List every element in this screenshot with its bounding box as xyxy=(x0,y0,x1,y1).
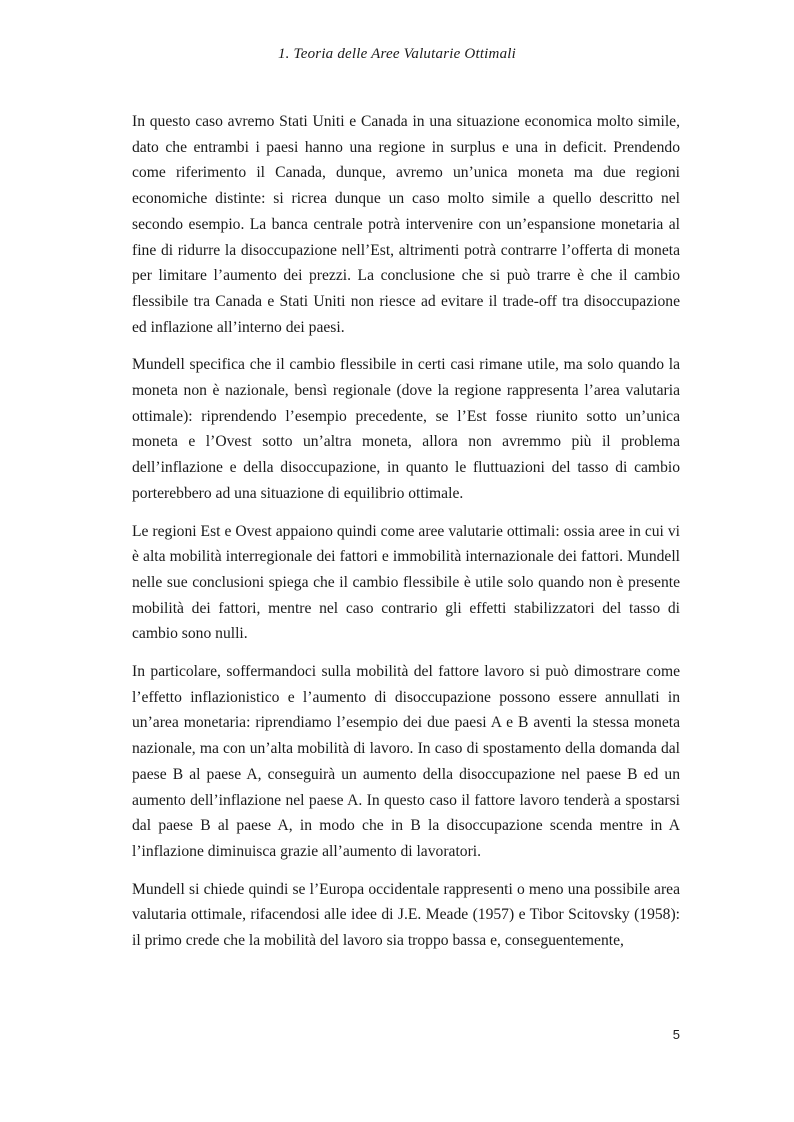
paragraph-5: Mundell si chiede quindi se l’Europa occidentale rappresenti o meno una possibile area valutaria ottimale, rifacendosi alle idee di J.E. Meade (1957) e Tibor Scitovsky (1958): il primo crede che la mobilità del lavoro sia troppo bassa e, conseguentemente, xyxy=(132,880,680,950)
running-header: 1. Teoria delle Aree Valutarie Ottimali xyxy=(277,46,517,62)
paragraph-4: In particolare, soffermandoci sulla mobilità del fattore lavoro si può dimostrare come l’effetto inflazionistico e l’aumento di disoccupazione possono essere annullati in un’area monetaria: riprendiamo l’esempio dei due paesi A e B aventi la stessa moneta nazionale, ma con un’alta mobilità di lavoro. In caso di spostamento della domanda dal paese B al paese A, conseguirà un aumento della disoccupazione nel paese B ed un aumento dell’inflazione nel paese A. In questo caso il fattore lavoro tenderà a spostarsi dal paese B al paese A, in modo che in B la disoccupazione scenda mentre in A l’inflazione diminuisca grazie all’aumento di lavoratori. xyxy=(132,663,680,860)
body-text xyxy=(132,109,680,966)
page-number: 5 xyxy=(672,1027,680,1042)
paragraph-1: In questo caso avremo Stati Uniti e Canada in una situazione economica molto simile, dato che entrambi i paesi hanno una regione in surplus e una in deficit. Prendendo come riferimento il Canada, dunque, avremo un’unica moneta ma due regioni economiche distinte: si ricrea dunque un caso molto simile a quello descritto nel secondo esempio. La banca centrale potrà intervenire con un’espansione monetaria al fine di ridurre la disoccupazione nell’Est, altrimenti potrà contrarre l’offerta di moneta per limitare l’aumento dei prezzi. La conclusione che si può trarre è che il cambio flessibile tra Canada e Stati Uniti non riesce ad evitare il trade-off tra disoccupazione ed inflazione all’interno dei paesi. xyxy=(132,113,680,336)
paragraph-2: Mundell specifica che il cambio flessibile in certi casi rimane utile, ma solo quando la moneta non è nazionale, bensì regionale (dove la regione rappresenta l’area valutaria ottimale): riprendendo l’esempio precedente, se l’Est fosse riunito sotto un’unica moneta e l’Ovest sotto un’altra moneta, allora non avremmo più il problema dell’inflazione e della disoccupazione, in quanto le fluttuazioni del tasso di cambio porterebbero ad una situazione di equilibrio ottimale. xyxy=(132,356,680,502)
paragraph-3: Le regioni Est e Ovest appaiono quindi come aree valutarie ottimali: ossia aree in cui vi è alta mobilità interregionale dei fattori e immobilità internazionale dei fattori. Mundell nelle sue conclusioni spiega che il cambio flessibile è utile solo quando non è presente mobilità dei fattori, mentre nel caso contrario gli effetti stabilizzatori del tasso di cambio sono nulli. xyxy=(132,522,680,643)
